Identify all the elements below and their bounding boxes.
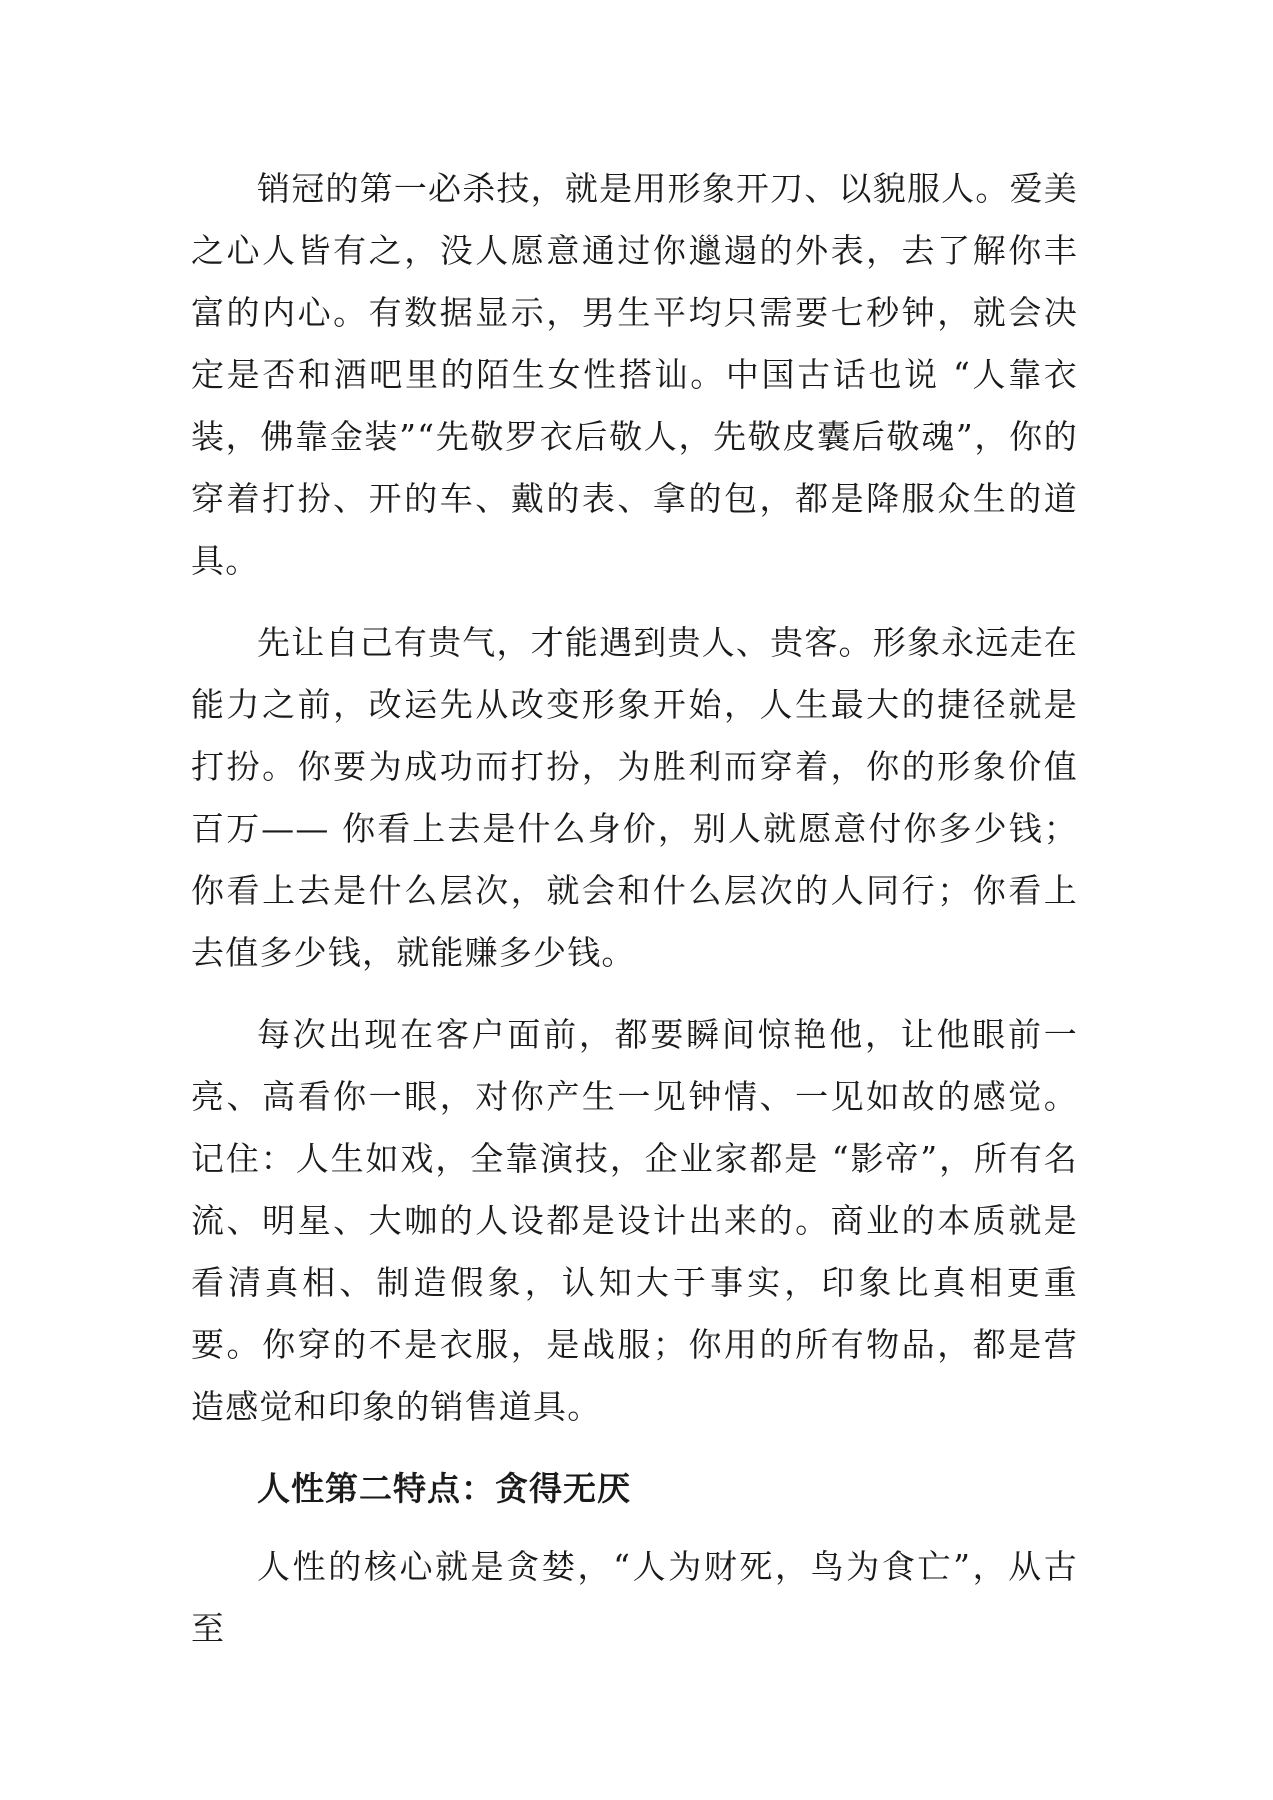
paragraph-3: 每次出现在客户面前，都要瞬间惊艳他，让他眼前一亮、高看你一眼，对你产生一见钟情、一见如故的感觉。记住：人生如戏，全靠演技，企业家都是 “影帝”，所有名流、明星、大咖的人设都是设计出来的。商业的本质就是看清真相、制造假象，认知大于事实，印象比真相更重要。你穿的不是衣服，是战服；你用的所有物品，都是营造感觉和印象的销售道具。 [191, 1015, 1078, 1426]
paragraph-1: 销冠的第一必杀技，就是用形象开刀、以貌服人。爱美之心人皆有之，没人愿意通过你邋遢的外表，去了解你丰富的内心。有数据显示，男生平均只需要七秒钟，就会决定是否和酒吧里的陌生女性搭讪。中国古话也说 “人靠衣装，佛靠金装”“先敬罗衣后敬人，先敬皮囊后敬魂”，你的穿着打扮、开的车、戴的表、拿的包，都是降服众生的道具。 [191, 169, 1078, 580]
paragraph-4: 人性的核心就是贪婪，“人为财死，鸟为食亡”，从古至 [191, 1547, 1078, 1648]
section-heading: 人性第二特点：贪得无厌 [257, 1469, 631, 1508]
paragraph-2: 先让自己有贵气，才能遇到贵人、贵客。形象永远走在能力之前，改运先从改变形象开始，人生最大的捷径就是打扮。你要为成功而打扮，为胜利而穿着，你的形象价值百万—— 你看上去是什么身价，别人就愿意付你多少钱；你看上去是什么层次，就会和什么层次的人同行；你看上去值多少钱，就能赚多少钱。 [191, 623, 1078, 972]
document-body [191, 158, 1078, 1680]
